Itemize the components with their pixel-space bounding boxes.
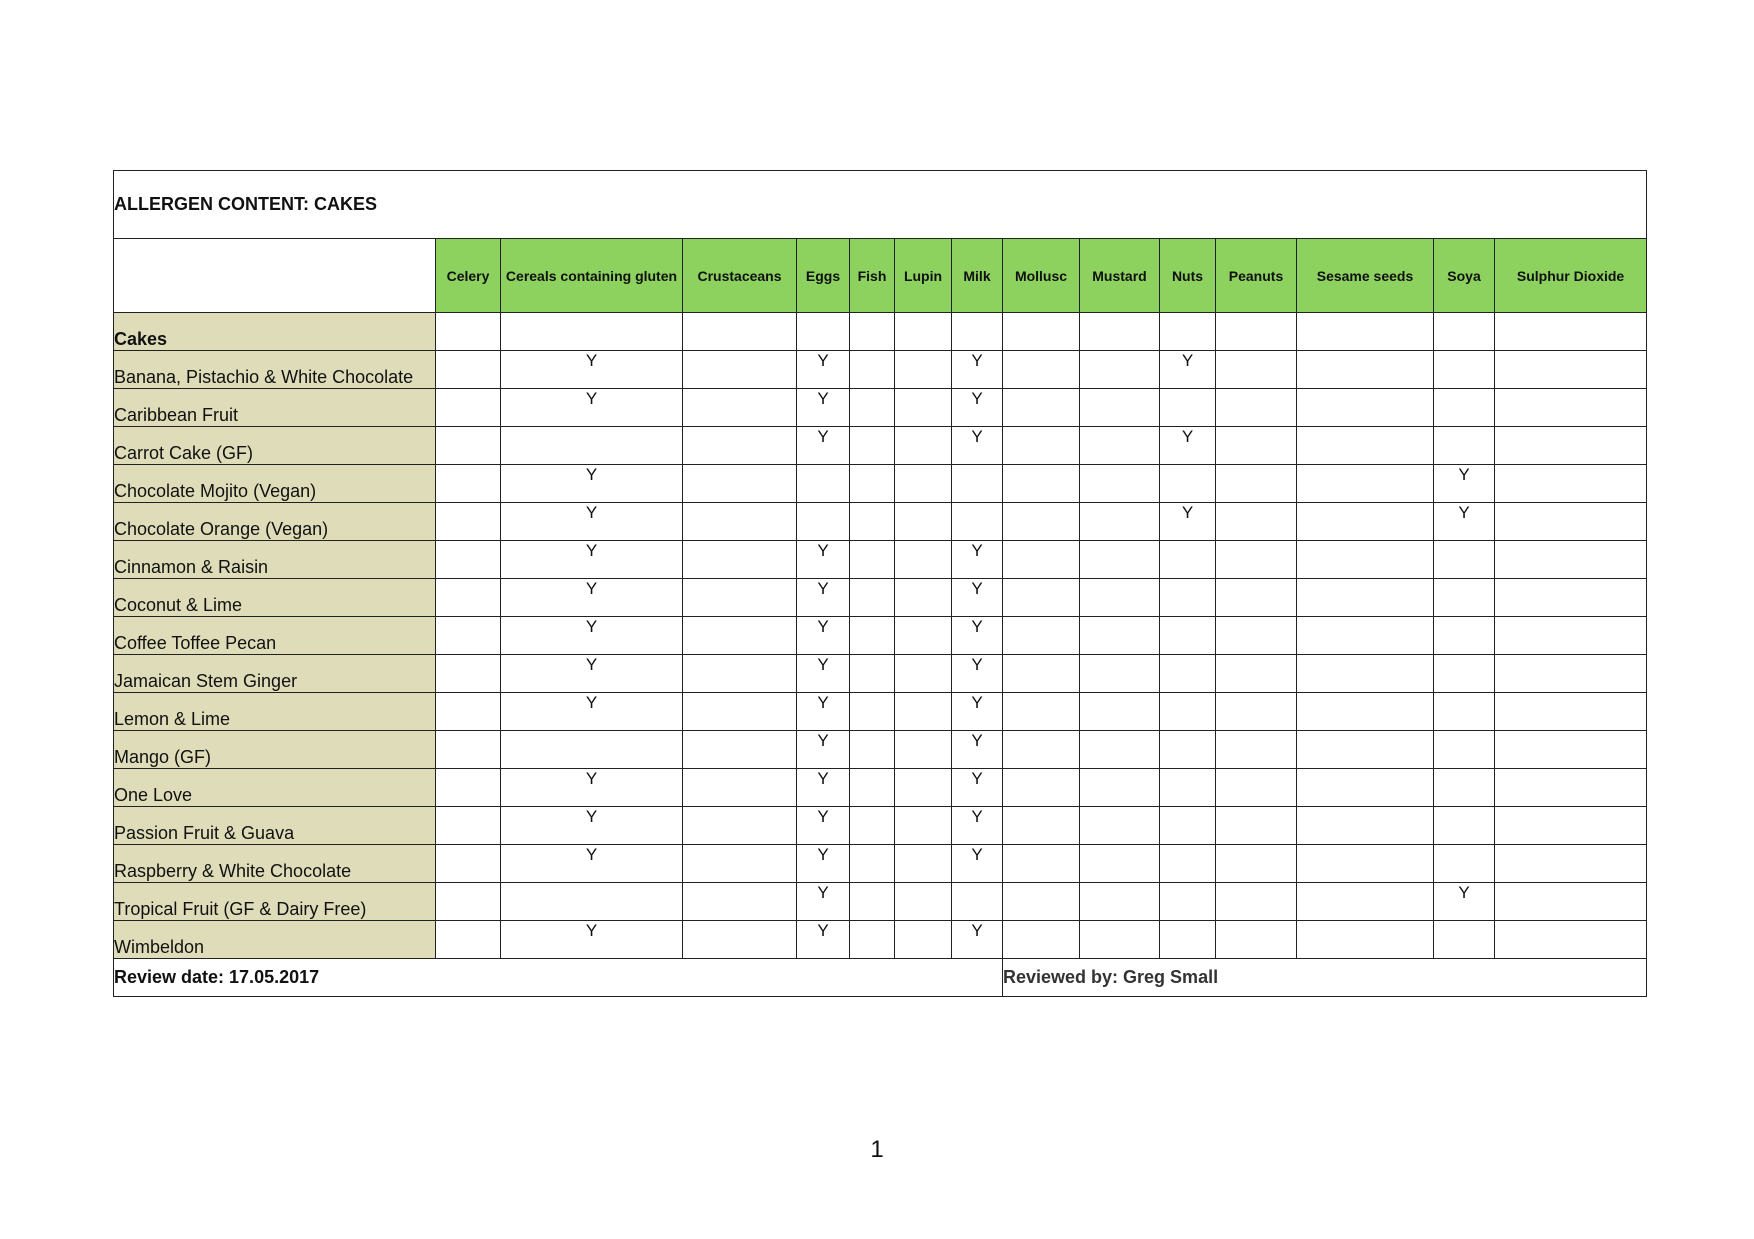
reviewed-by: Reviewed by: Greg Small	[1003, 959, 1647, 997]
cake-name: Tropical Fruit (GF & Dairy Free)	[114, 883, 436, 921]
allergen-cell	[683, 541, 797, 579]
allergen-cell	[1216, 693, 1297, 731]
table-row	[114, 541, 1647, 579]
cake-name: Mango (GF)	[114, 731, 436, 769]
allergen-cell	[850, 845, 895, 883]
allergen-cell: Y	[952, 921, 1003, 959]
table-row	[114, 579, 1647, 617]
allergen-cell	[436, 465, 501, 503]
cake-name: One Love	[114, 769, 436, 807]
allergen-cell	[1216, 427, 1297, 465]
allergen-cell	[436, 883, 501, 921]
allergen-cell	[1216, 351, 1297, 389]
allergen-cell	[1495, 389, 1647, 427]
allergen-cell	[850, 921, 895, 959]
allergen-cell	[1297, 465, 1434, 503]
allergen-cell: Y	[952, 541, 1003, 579]
allergen-cell: Y	[1434, 883, 1495, 921]
allergen-cell	[1297, 693, 1434, 731]
allergen-cell	[1160, 693, 1216, 731]
allergen-cell	[1080, 655, 1160, 693]
allergen-cell	[1434, 921, 1495, 959]
allergen-cell	[1434, 807, 1495, 845]
allergen-cell	[1216, 389, 1297, 427]
allergen-cell	[850, 389, 895, 427]
allergen-cell: Y	[501, 351, 683, 389]
allergen-cell	[501, 427, 683, 465]
allergen-cell	[1495, 427, 1647, 465]
allergen-cell: Y	[501, 617, 683, 655]
allergen-cell: Y	[797, 579, 850, 617]
allergen-cell	[1160, 541, 1216, 579]
allergen-cell: Y	[501, 579, 683, 617]
allergen-cell	[1080, 579, 1160, 617]
empty-cell	[1216, 313, 1297, 351]
empty-cell	[1495, 313, 1647, 351]
allergen-cell: Y	[952, 807, 1003, 845]
allergen-cell	[1297, 351, 1434, 389]
allergen-cell	[436, 541, 501, 579]
allergen-cell: Y	[501, 465, 683, 503]
column-header: Sesame seeds	[1297, 239, 1434, 313]
table-row	[114, 693, 1647, 731]
allergen-cell	[683, 921, 797, 959]
allergen-cell	[1434, 693, 1495, 731]
allergen-cell: Y	[952, 351, 1003, 389]
table-row	[114, 655, 1647, 693]
allergen-cell	[436, 807, 501, 845]
allergen-cell	[1434, 769, 1495, 807]
allergen-cell	[1297, 617, 1434, 655]
allergen-cell	[1495, 807, 1647, 845]
allergen-cell	[436, 579, 501, 617]
allergen-cell	[683, 807, 797, 845]
allergen-cell	[1216, 655, 1297, 693]
column-header: Nuts	[1160, 239, 1216, 313]
allergen-cell	[1080, 503, 1160, 541]
allergen-cell	[1297, 769, 1434, 807]
empty-cell	[850, 313, 895, 351]
allergen-cell: Y	[797, 427, 850, 465]
allergen-cell	[1297, 655, 1434, 693]
section-label: Cakes	[114, 313, 436, 351]
allergen-cell	[1495, 465, 1647, 503]
allergen-cell	[850, 617, 895, 655]
allergen-cell	[895, 655, 952, 693]
allergen-cell	[1495, 921, 1647, 959]
allergen-cell	[1003, 807, 1080, 845]
column-header: Milk	[952, 239, 1003, 313]
allergen-cell	[850, 427, 895, 465]
allergen-cell	[895, 541, 952, 579]
allergen-cell	[683, 465, 797, 503]
allergen-cell	[850, 579, 895, 617]
allergen-cell	[436, 351, 501, 389]
allergen-cell: Y	[952, 617, 1003, 655]
allergen-cell: Y	[1434, 503, 1495, 541]
allergen-cell: Y	[501, 693, 683, 731]
allergen-cell	[436, 693, 501, 731]
allergen-cell: Y	[501, 389, 683, 427]
allergen-cell	[895, 351, 952, 389]
allergen-cell	[850, 731, 895, 769]
table-row	[114, 731, 1647, 769]
allergen-cell	[1495, 579, 1647, 617]
allergen-cell	[1216, 807, 1297, 845]
allergen-cell: Y	[501, 921, 683, 959]
allergen-cell	[1495, 617, 1647, 655]
allergen-cell	[1003, 693, 1080, 731]
allergen-cell	[1160, 883, 1216, 921]
allergen-cell: Y	[1434, 465, 1495, 503]
allergen-cell	[1003, 921, 1080, 959]
allergen-cell	[895, 579, 952, 617]
allergen-cell	[683, 693, 797, 731]
allergen-cell: Y	[952, 731, 1003, 769]
allergen-cell	[895, 883, 952, 921]
allergen-cell: Y	[1160, 351, 1216, 389]
empty-cell	[1434, 313, 1495, 351]
allergen-cell	[683, 845, 797, 883]
allergen-cell	[683, 579, 797, 617]
column-header: Eggs	[797, 239, 850, 313]
allergen-cell	[1216, 579, 1297, 617]
table-row	[114, 427, 1647, 465]
title-row	[114, 171, 1647, 239]
allergen-cell	[683, 769, 797, 807]
allergen-cell	[501, 731, 683, 769]
empty-cell	[501, 313, 683, 351]
footer-row	[114, 959, 1647, 997]
cake-name: Lemon & Lime	[114, 693, 436, 731]
allergen-cell	[1080, 731, 1160, 769]
allergen-cell	[850, 541, 895, 579]
allergen-cell	[1495, 541, 1647, 579]
allergen-cell: Y	[501, 655, 683, 693]
allergen-cell	[895, 465, 952, 503]
allergen-cell	[1003, 769, 1080, 807]
column-header-row	[114, 239, 1647, 313]
table-row	[114, 351, 1647, 389]
allergen-cell	[1160, 655, 1216, 693]
allergen-cell	[895, 769, 952, 807]
allergen-cell	[1216, 731, 1297, 769]
allergen-cell: Y	[797, 731, 850, 769]
allergen-cell: Y	[797, 389, 850, 427]
allergen-cell	[1003, 389, 1080, 427]
allergen-cell	[436, 503, 501, 541]
allergen-cell	[1216, 921, 1297, 959]
allergen-cell	[436, 389, 501, 427]
allergen-cell	[436, 655, 501, 693]
cake-name: Jamaican Stem Ginger	[114, 655, 436, 693]
empty-cell	[797, 313, 850, 351]
empty-cell	[1080, 313, 1160, 351]
allergen-cell: Y	[501, 807, 683, 845]
allergen-cell	[1160, 769, 1216, 807]
allergen-cell	[1160, 389, 1216, 427]
allergen-cell	[683, 883, 797, 921]
page-number: 1	[870, 1136, 884, 1163]
cake-name: Passion Fruit & Guava	[114, 807, 436, 845]
empty-cell	[952, 313, 1003, 351]
allergen-cell	[1495, 731, 1647, 769]
allergen-cell	[1160, 617, 1216, 655]
allergen-cell	[1080, 351, 1160, 389]
allergen-cell	[1297, 921, 1434, 959]
allergen-cell	[1297, 731, 1434, 769]
allergen-cell	[1434, 655, 1495, 693]
allergen-cell	[1495, 883, 1647, 921]
allergen-cell	[1216, 541, 1297, 579]
table-row	[114, 807, 1647, 845]
allergen-cell	[1434, 541, 1495, 579]
allergen-cell	[1003, 845, 1080, 883]
allergen-cell	[1216, 465, 1297, 503]
cake-name: Chocolate Orange (Vegan)	[114, 503, 436, 541]
table-row	[114, 503, 1647, 541]
column-header: Celery	[436, 239, 501, 313]
allergen-cell	[850, 807, 895, 845]
cake-name: Coconut & Lime	[114, 579, 436, 617]
allergen-cell	[952, 503, 1003, 541]
allergen-cell: Y	[501, 503, 683, 541]
column-header: Soya	[1434, 239, 1495, 313]
allergen-cell	[683, 731, 797, 769]
cake-name: Caribbean Fruit	[114, 389, 436, 427]
allergen-cell	[850, 693, 895, 731]
allergen-cell	[952, 465, 1003, 503]
allergen-cell	[1080, 769, 1160, 807]
allergen-cell	[1003, 351, 1080, 389]
allergen-cell	[850, 655, 895, 693]
allergen-cell: Y	[797, 807, 850, 845]
allergen-cell	[1080, 617, 1160, 655]
allergen-cell	[797, 503, 850, 541]
cake-name: Wimbeldon	[114, 921, 436, 959]
allergen-cell	[1160, 465, 1216, 503]
table-row	[114, 883, 1647, 921]
allergen-cell	[683, 427, 797, 465]
allergen-cell	[1434, 579, 1495, 617]
table-row	[114, 465, 1647, 503]
allergen-cell	[1434, 845, 1495, 883]
allergen-cell	[501, 883, 683, 921]
allergen-cell	[1297, 579, 1434, 617]
allergen-cell: Y	[797, 655, 850, 693]
allergen-cell	[1003, 579, 1080, 617]
empty-cell	[1297, 313, 1434, 351]
allergen-cell: Y	[501, 845, 683, 883]
cake-name: Cinnamon & Raisin	[114, 541, 436, 579]
allergen-cell	[1003, 655, 1080, 693]
allergen-cell: Y	[952, 845, 1003, 883]
allergen-cell	[1434, 617, 1495, 655]
allergen-cell	[436, 921, 501, 959]
allergen-cell	[683, 351, 797, 389]
allergen-cell	[436, 617, 501, 655]
allergen-cell	[1160, 579, 1216, 617]
allergen-cell	[683, 389, 797, 427]
allergen-cell	[1297, 503, 1434, 541]
column-header: Lupin	[895, 239, 952, 313]
allergen-cell	[1297, 807, 1434, 845]
allergen-cell	[1003, 503, 1080, 541]
column-header: Sulphur Dioxide	[1495, 239, 1647, 313]
allergen-cell	[1434, 427, 1495, 465]
allergen-cell	[683, 655, 797, 693]
allergen-cell: Y	[797, 845, 850, 883]
allergen-cell	[1080, 883, 1160, 921]
allergen-cell	[797, 465, 850, 503]
allergen-cell	[850, 465, 895, 503]
empty-cell	[895, 313, 952, 351]
allergen-cell	[1160, 807, 1216, 845]
allergen-cell	[1080, 845, 1160, 883]
allergen-cell: Y	[952, 655, 1003, 693]
allergen-cell	[1003, 883, 1080, 921]
allergen-cell	[1495, 769, 1647, 807]
allergen-cell	[850, 883, 895, 921]
allergen-cell	[1160, 921, 1216, 959]
section-row	[114, 313, 1647, 351]
empty-cell	[1160, 313, 1216, 351]
allergen-cell	[1003, 541, 1080, 579]
allergen-cell	[1080, 427, 1160, 465]
allergen-cell	[1216, 617, 1297, 655]
allergen-cell	[1003, 617, 1080, 655]
allergen-cell	[1080, 693, 1160, 731]
empty-cell	[1003, 313, 1080, 351]
allergen-cell	[1495, 351, 1647, 389]
allergen-cell	[850, 503, 895, 541]
allergen-cell	[683, 503, 797, 541]
allergen-cell: Y	[797, 693, 850, 731]
column-header: Peanuts	[1216, 239, 1297, 313]
allergen-cell	[895, 731, 952, 769]
allergen-cell	[895, 389, 952, 427]
allergen-cell	[1003, 731, 1080, 769]
allergen-cell	[1297, 845, 1434, 883]
allergen-cell	[1216, 769, 1297, 807]
allergen-cell	[436, 427, 501, 465]
table-row	[114, 389, 1647, 427]
allergen-cell: Y	[501, 769, 683, 807]
column-header: Cereals containing gluten	[501, 239, 683, 313]
cake-name: Chocolate Mojito (Vegan)	[114, 465, 436, 503]
allergen-cell	[1297, 883, 1434, 921]
allergen-cell	[1495, 693, 1647, 731]
allergen-cell	[683, 617, 797, 655]
cake-name: Banana, Pistachio & White Chocolate	[114, 351, 436, 389]
allergen-cell	[895, 427, 952, 465]
allergen-cell	[1216, 845, 1297, 883]
allergen-cell	[1216, 883, 1297, 921]
allergen-cell	[1003, 427, 1080, 465]
table-row	[114, 921, 1647, 959]
cake-name: Coffee Toffee Pecan	[114, 617, 436, 655]
allergen-cell: Y	[952, 579, 1003, 617]
table-row	[114, 617, 1647, 655]
allergen-table	[113, 170, 1647, 997]
allergen-cell: Y	[952, 427, 1003, 465]
allergen-cell	[1297, 541, 1434, 579]
allergen-cell	[1080, 389, 1160, 427]
review-date: Review date: 17.05.2017	[114, 959, 1003, 997]
allergen-cell	[895, 807, 952, 845]
allergen-cell	[436, 845, 501, 883]
column-header: Mustard	[1080, 239, 1160, 313]
cake-name: Carrot Cake (GF)	[114, 427, 436, 465]
allergen-cell	[1495, 503, 1647, 541]
allergen-cell	[436, 731, 501, 769]
allergen-cell	[895, 503, 952, 541]
allergen-cell: Y	[797, 541, 850, 579]
allergen-cell	[1297, 427, 1434, 465]
allergen-cell	[436, 769, 501, 807]
allergen-cell	[1216, 503, 1297, 541]
allergen-cell: Y	[952, 693, 1003, 731]
allergen-cell	[1297, 389, 1434, 427]
allergen-cell	[895, 693, 952, 731]
allergen-cell: Y	[1160, 427, 1216, 465]
allergen-cell: Y	[797, 883, 850, 921]
allergen-cell	[850, 351, 895, 389]
allergen-cell	[895, 845, 952, 883]
allergen-cell	[1434, 351, 1495, 389]
allergen-cell	[1160, 731, 1216, 769]
allergen-cell	[1434, 731, 1495, 769]
allergen-cell: Y	[952, 389, 1003, 427]
table-row	[114, 769, 1647, 807]
allergen-cell: Y	[797, 921, 850, 959]
allergen-cell: Y	[501, 541, 683, 579]
cake-name: Raspberry & White Chocolate	[114, 845, 436, 883]
allergen-cell: Y	[1160, 503, 1216, 541]
column-header: Mollusc	[1003, 239, 1080, 313]
empty-cell	[683, 313, 797, 351]
allergen-cell	[1434, 389, 1495, 427]
column-header: Fish	[850, 239, 895, 313]
allergen-cell	[1080, 541, 1160, 579]
empty-cell	[436, 313, 501, 351]
table-title: ALLERGEN CONTENT: CAKES	[114, 171, 1647, 239]
allergen-cell	[1160, 845, 1216, 883]
allergen-cell	[895, 921, 952, 959]
allergen-cell: Y	[797, 769, 850, 807]
allergen-cell	[1495, 845, 1647, 883]
allergen-cell: Y	[797, 617, 850, 655]
allergen-cell	[952, 883, 1003, 921]
allergen-cell	[1080, 921, 1160, 959]
allergen-cell	[895, 617, 952, 655]
column-header: Crustaceans	[683, 239, 797, 313]
allergen-cell	[1080, 807, 1160, 845]
allergen-cell	[1003, 465, 1080, 503]
allergen-cell	[1495, 655, 1647, 693]
header-corner-cell	[114, 239, 436, 313]
allergen-cell	[850, 769, 895, 807]
allergen-cell	[1080, 465, 1160, 503]
allergen-cell: Y	[797, 351, 850, 389]
allergen-cell: Y	[952, 769, 1003, 807]
table-row	[114, 845, 1647, 883]
